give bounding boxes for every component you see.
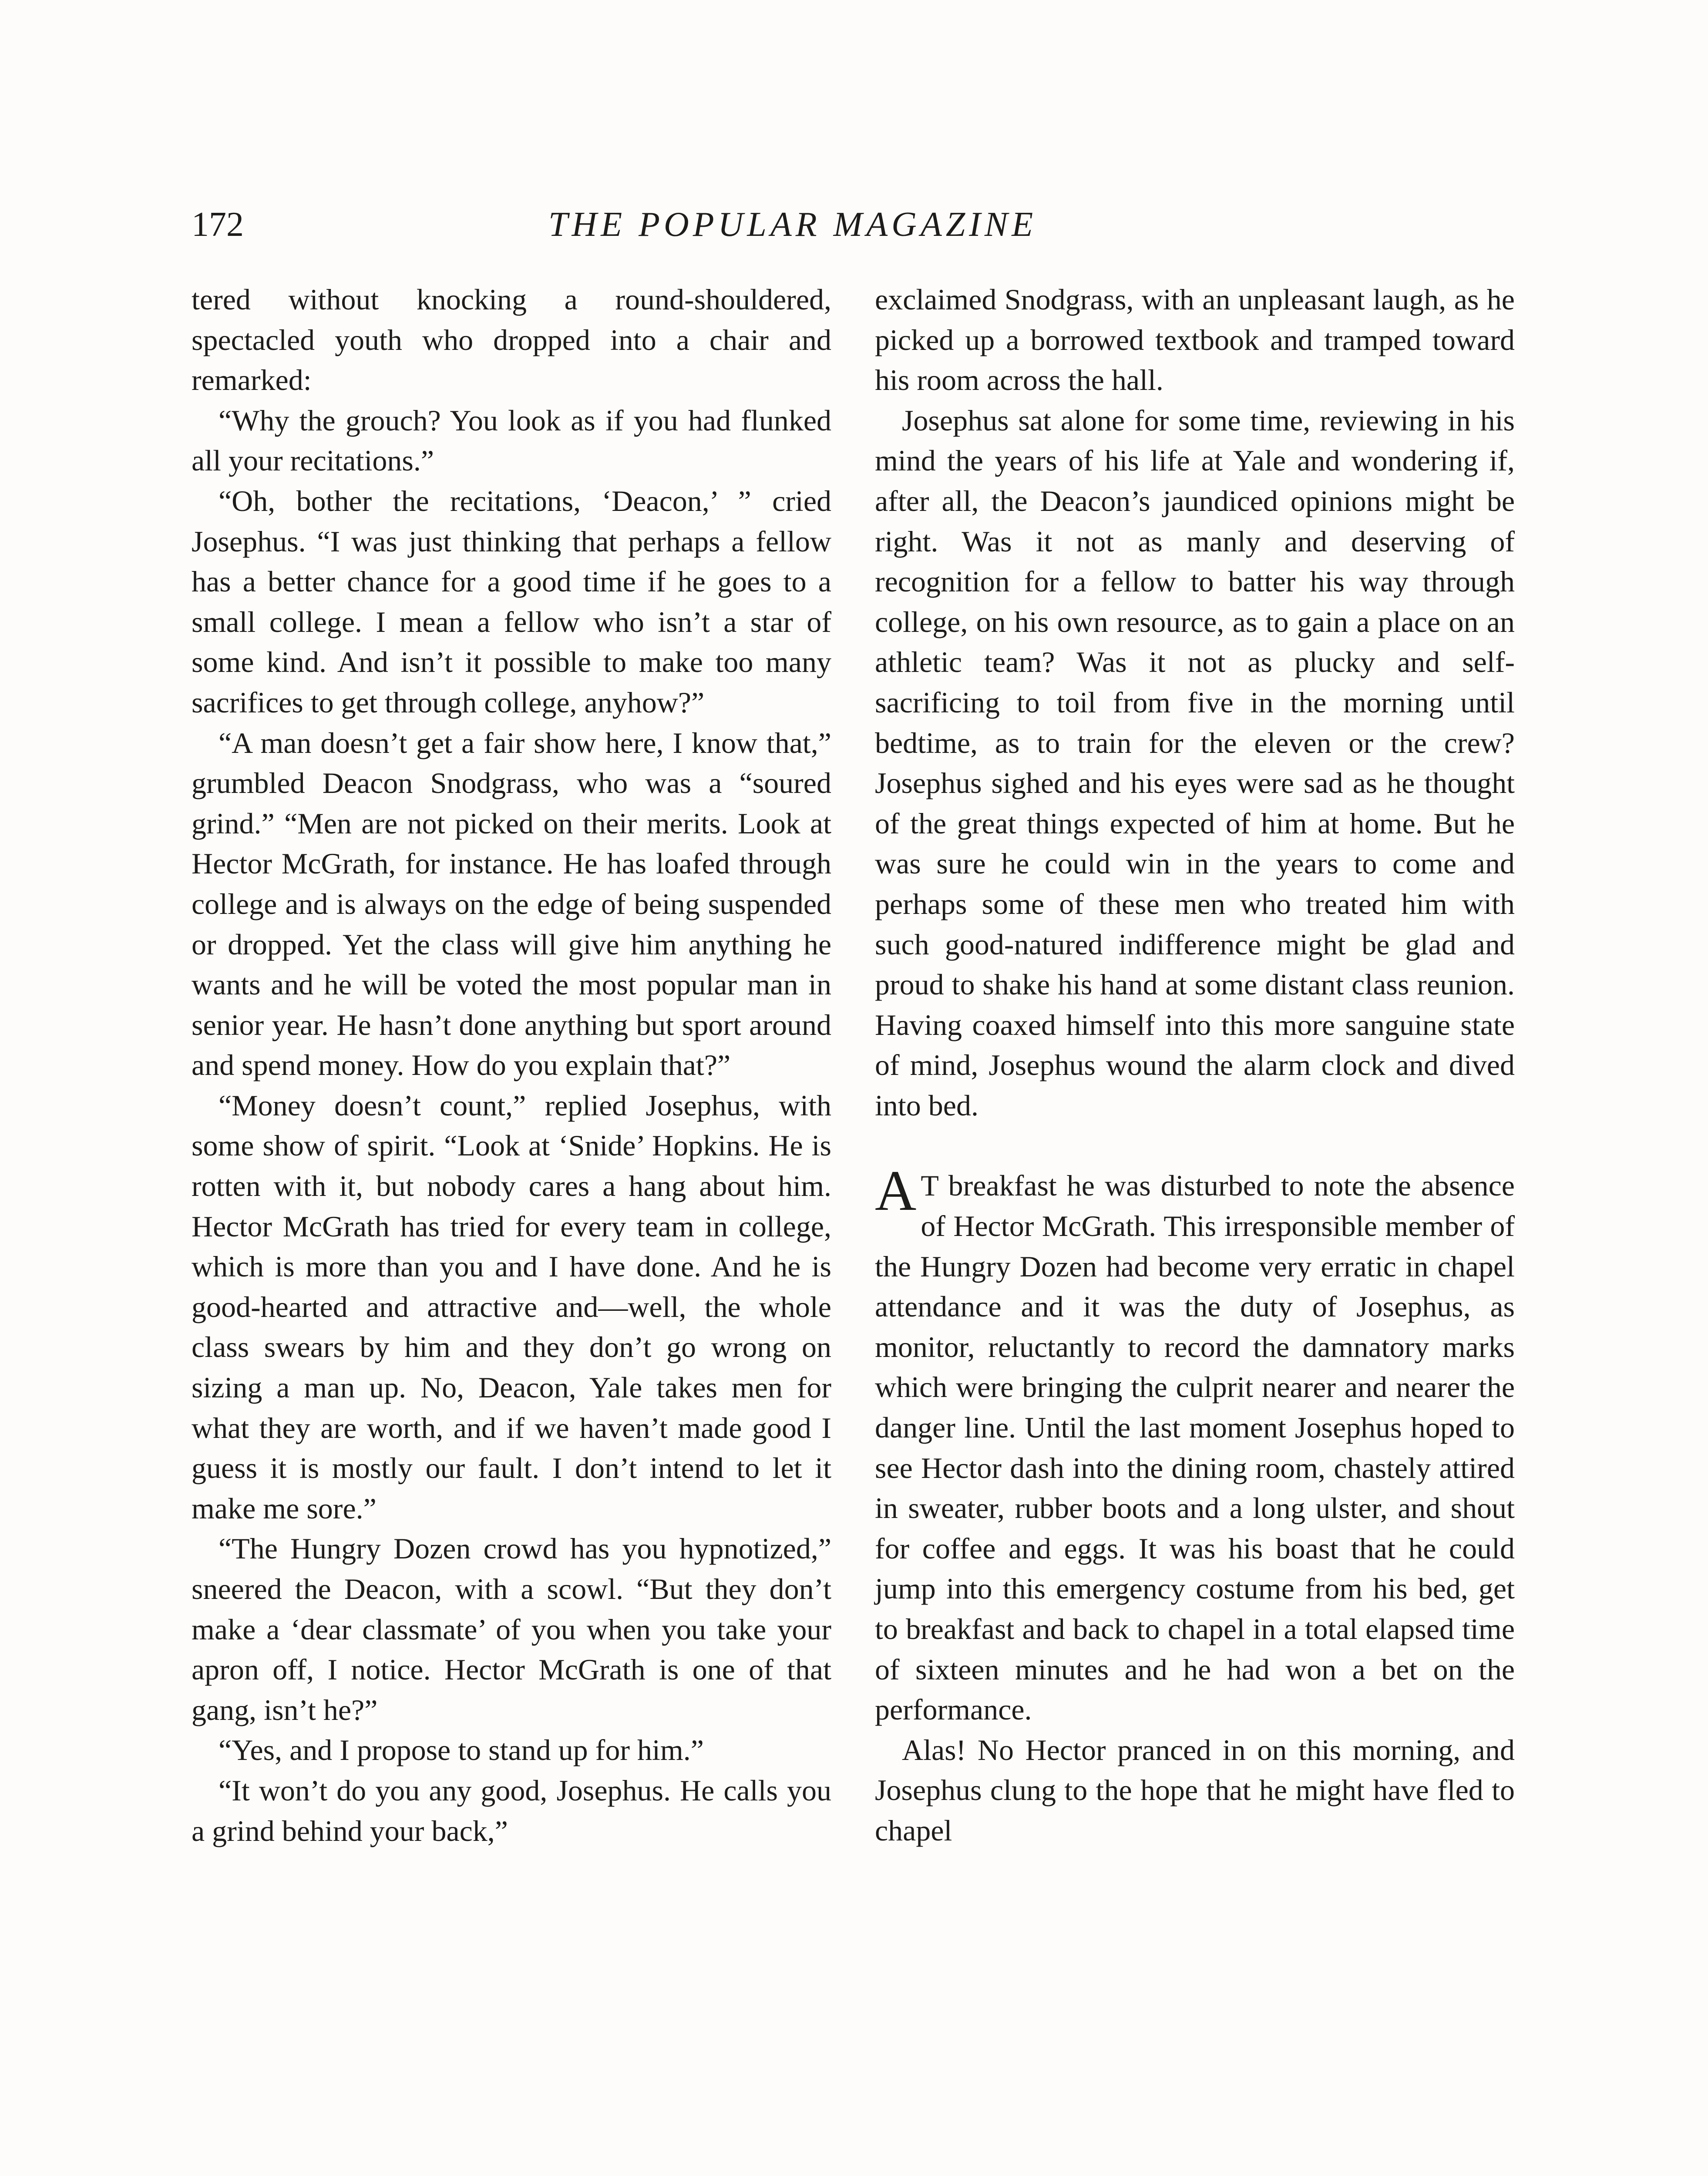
drop-cap: A: [875, 1159, 917, 1223]
paragraph: “A man doesn’t get a fair show here, I know that,” grumbled Deacon Snodgrass, who was a “soured grind.” “Men are not picked on their merits. Look at Hector McGrath, for instance. He has loafed through college and is always on the edge of being suspended or dropped. Yet the class will give him anything he wants and he will be voted the most popular man in senior year. He hasn’t done anything but sport around and spend money. How do you explain that?”: [192, 726, 831, 1082]
section-break: [875, 1125, 1515, 1165]
paragraph: “Oh, bother the recitations, ‘Deacon,’ ” cried Josephus. “I was just thinking that perhaps a fellow has a better chance for a good time if he goes to a small college. I mean a fellow who isn’t a star of some kind. And isn’t it possible to make too many sacrifices to get through college, anyhow?”: [192, 484, 831, 719]
paragraph: “Yes, and I propose to stand up for him.”: [219, 1733, 704, 1767]
page-number: 172: [192, 205, 244, 244]
paragraph: “Money doesn’t count,” replied Josephus, with some show of spirit. “Look at ‘Snide’ Hopkins. He is rotten with it, but nobody cares a hang about him. Hector McGrath has tried for every team in college, which is more than you and I have done. And he is good-hearted and attractive and—well, the whole class swears by him and they don’t go wrong on sizing a man up. No, Deacon, Yale takes men for what they are worth, and if we haven’t made good I guess it is mostly our fault. I don’t intend to let it make me sore.”: [192, 1088, 831, 1525]
paragraph: “It won’t do you any good, Josephus. He calls you a grind behind your back,”: [192, 1773, 831, 1847]
paragraph: Josephus sat alone for some time, reviewing in his mind the years of his life at Yale and wondering if, after all, the Deacon’s jaundiced opinions might be right. Was it not as manly and deserving of recognition for a fellow to batter his way through college, on his own resource, as to gain a place on an athletic team? Was it not as plucky and self-sacrificing to toil from five in the morning until bedtime, as to train for the eleven or the crew? Josephus sighed and his eyes were sad as he thought of the great things expected of him at home. But he was sure he could win in the years to come and perhaps some of these men who treated him with such good-natured indifference might be glad and proud to shake his hand at some distant class reunion. Having coaxed himself into this more sanguine state of mind, Josephus wound the alarm clock and dived into bed.: [875, 403, 1515, 1122]
paragraph: exclaimed Snodgrass, with an unpleasant laugh, as he picked up a borrowed textbook and tramped toward his room across the hall.: [875, 283, 1515, 397]
paragraph: tered without knocking a round-shouldered, spectacled youth who dropped into a chair and remarked:: [192, 283, 831, 397]
paragraph: “The Hungry Dozen crowd has you hypnotized,” sneered the Deacon, with a scowl. “But they don’t make a ‘dear classmate’ of you when you take your apron off, I notice. Hector McGrath is one of that gang, isn’t he?”: [192, 1532, 831, 1726]
paragraph: Alas! No Hector pranced in on this morning, and Josephus clung to the hope that he might have fled to chapel: [875, 1733, 1515, 1847]
running-head-title: THE POPULAR MAGAZINE: [548, 205, 1037, 244]
left-column: [192, 279, 831, 1851]
paragraph: “Why the grouch? You look as if you had flunked all your recitations.”: [192, 403, 831, 477]
right-column: [875, 279, 1515, 1851]
drop-cap-paragraph: [875, 1159, 1515, 1729]
drop-cap-paragraph-text: T breakfast he was disturbed to note the absence of Hector McGrath. This irresponsible member of the Hungry Dozen had become very erratic in chapel attendance and it was the duty of Josephus, as monitor, reluctantly to record the damnatory marks which were bringing the culprit nearer and nearer the danger line. Until the last moment Josephus hoped to see Hector dash into the dining room, chastely attired in sweater, rubber boots and a long ulster, and shout for coffee and eggs. It was his boast that he could jump into this emergency costume from his bed, get to breakfast and back to chapel in a total elapsed time of sixteen minutes and he had won a bet on the performance.: [875, 1169, 1515, 1726]
